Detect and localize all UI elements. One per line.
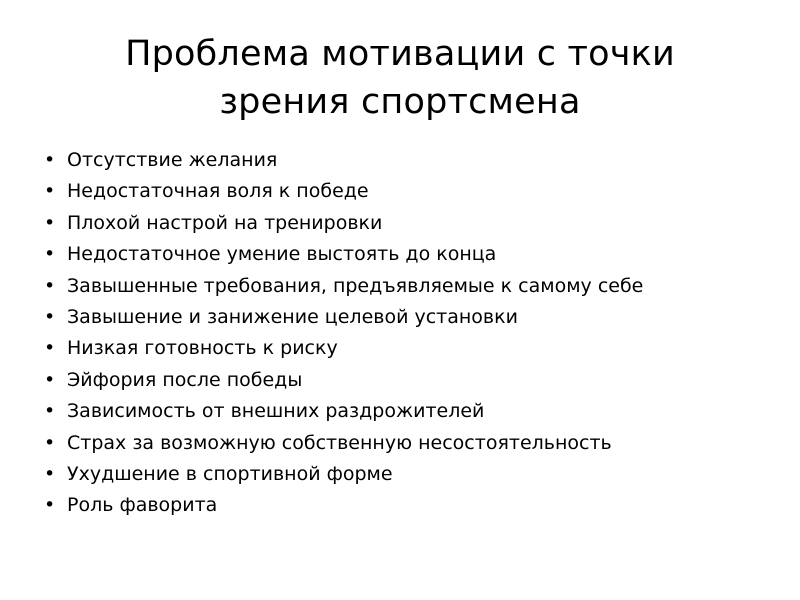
bullet-dot-icon: •	[44, 180, 56, 203]
bullet-item	[44, 365, 643, 396]
bullet-item	[44, 302, 643, 333]
bullet-item	[44, 428, 643, 459]
bullet-item-text: Завышение и занижение целевой установки	[67, 305, 518, 328]
slide-title-line-1: Проблема мотивации с точки	[125, 34, 675, 74]
bullet-item-text: Отсутствие желания	[67, 149, 278, 171]
bullet-item-text: Эйфория после победы	[67, 368, 303, 391]
bullet-item-text: Зависимость от внешних раздрожителей	[67, 400, 485, 423]
bullet-item-text: Роль фаворита	[67, 494, 218, 517]
bullet-item-text: Низкая готовность к риску	[67, 337, 338, 360]
bullet-item	[44, 176, 643, 207]
bullet-dot-icon: •	[44, 337, 56, 360]
slide-title	[40, 30, 760, 126]
bullet-item	[44, 396, 643, 427]
bullet-dot-icon: •	[44, 462, 56, 485]
bullet-item	[44, 271, 643, 302]
bullet-item	[44, 239, 643, 270]
bullet-item	[44, 145, 643, 176]
bullet-item-text: Ухудшение в спортивной форме	[67, 462, 393, 485]
bullet-item-text: Недостаточная воля к победе	[67, 180, 369, 203]
bullet-item-text: Недостаточное умение выстоять до конца	[67, 243, 497, 266]
bullet-dot-icon: •	[44, 243, 56, 266]
bullet-dot-icon: •	[44, 494, 56, 517]
bullet-dot-icon: •	[44, 305, 56, 328]
bullet-item-text: Завышенные требования, предъявляемые к самому себе	[67, 274, 644, 297]
bullet-dot-icon: •	[44, 368, 56, 391]
slide-title-line-2: зрения спортсмена	[219, 82, 581, 122]
bullet-item-text: Плохой настрой на тренировки	[67, 211, 383, 234]
bullet-item	[44, 459, 643, 490]
bullet-item	[44, 333, 643, 364]
bullet-dot-icon: •	[44, 431, 56, 454]
bullet-dot-icon: •	[44, 400, 56, 423]
bullet-dot-icon: •	[44, 149, 56, 171]
bullet-dot-icon: •	[44, 211, 56, 234]
bullet-dot-icon: •	[44, 274, 56, 297]
bullet-list	[44, 145, 643, 522]
bullet-item-text: Страх за возможную собственную несостоятельность	[67, 431, 612, 454]
bullet-item	[44, 208, 643, 239]
bullet-item	[44, 490, 643, 521]
